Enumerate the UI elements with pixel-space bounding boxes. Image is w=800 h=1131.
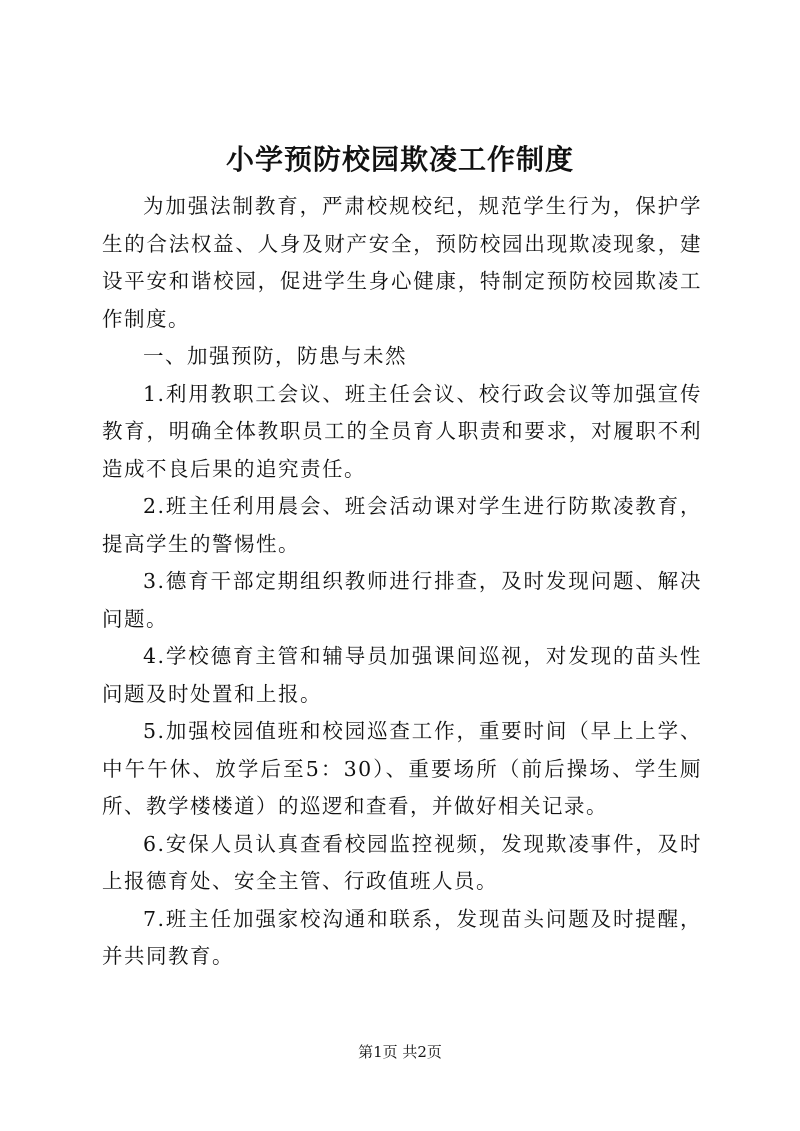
list-item: 7.班主任加强家校沟通和联系，发现苗头问题及时提醒，并共同教育。 (102, 906, 702, 968)
document-body (102, 188, 702, 976)
intro-paragraph: 为加强法制教育，严肃校规校纪，规范学生行为，保护学生的合法权益、人身及财产安全，预防校园出现欺凌现象，建设平安和谐校园，促进学生身心健康，特制定预防校园欺凌工作制度。 (102, 194, 702, 331)
list-item: 6.安保人员认真查看校园监控视频，发现欺凌事件，及时上报德育处、安全主管、行政值班人员。 (102, 831, 702, 893)
list-item: 4.学校德育主管和辅导员加强课间巡视，对发现的苗头性问题及时处置和上报。 (102, 644, 702, 706)
list-item: 2.班主任利用晨会、班会活动课对学生进行防欺凌教育，提高学生的警惕性。 (102, 494, 702, 556)
list-item: 1.利用教职工会议、班主任会议、校行政会议等加强宣传教育，明确全体教职员工的全员育人职责和要求，对履职不利造成不良后果的追究责任。 (102, 381, 702, 481)
list-item: 5.加强校园值班和校园巡查工作，重要时间（早上上学、中午午休、放学后至5：30）、重要场所（前后操场、学生厕所、教学楼楼道）的巡逻和查看，并做好相关记录。 (102, 719, 702, 818)
page-number-footer: 第1页 共2页 (358, 1043, 442, 1061)
document-title: 小学预防校园欺凌工作制度 (225, 143, 574, 176)
section-heading: 一、加强预防，防患与未然 (143, 344, 407, 368)
list-item: 3.德育干部定期组织教师进行排查，及时发现问题、解决问题。 (102, 569, 702, 631)
